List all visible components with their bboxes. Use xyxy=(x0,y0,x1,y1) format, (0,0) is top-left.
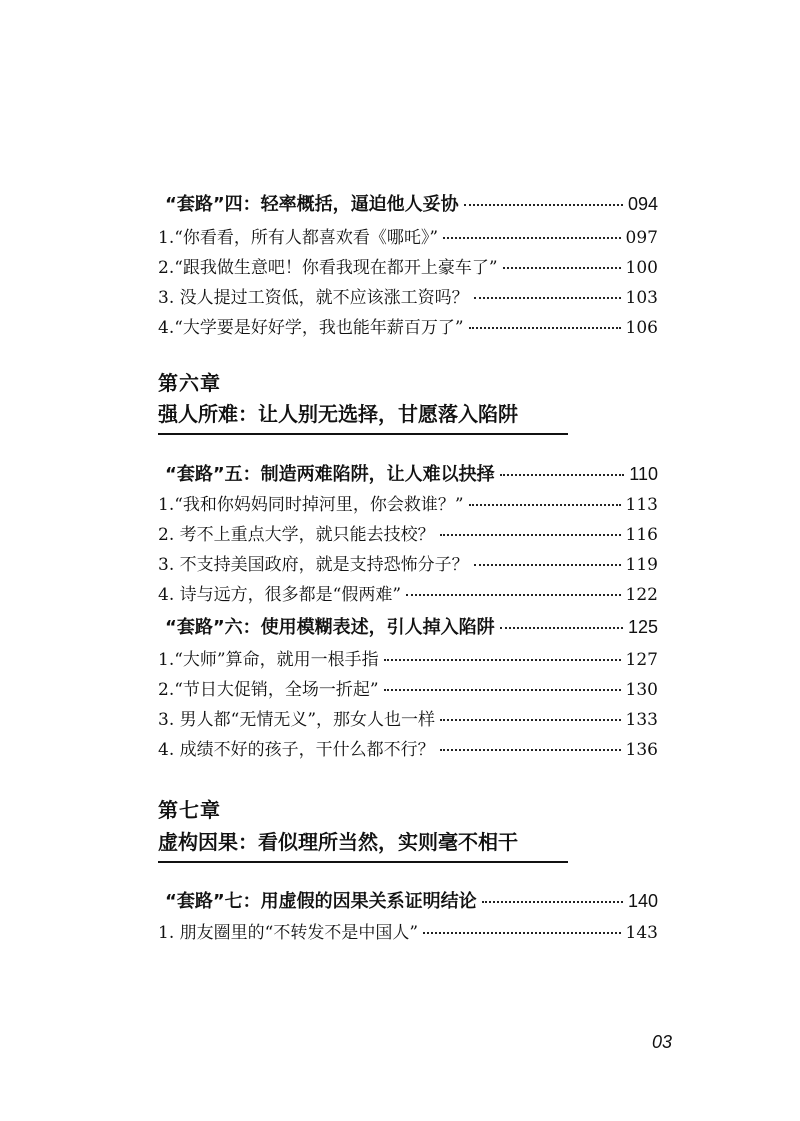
toc-item[interactable] xyxy=(158,675,658,701)
toc-entry-title: 1.“你看看，所有人都喜欢看《哪吒》” xyxy=(158,228,439,248)
toc-item[interactable] xyxy=(158,705,658,731)
toc-entry-title: 3. 不支持美国政府，就是支持恐怖分子？ xyxy=(158,555,469,575)
toc-page-ref: 106 xyxy=(625,318,658,338)
toc-item[interactable] xyxy=(158,283,658,309)
toc-page-ref: 110 xyxy=(629,464,658,484)
toc-page-ref: 116 xyxy=(625,525,658,545)
toc-item[interactable] xyxy=(158,490,658,516)
page-number: 03 xyxy=(651,1032,672,1052)
toc-item[interactable] xyxy=(158,550,658,576)
toc-item[interactable] xyxy=(158,735,658,761)
toc-leader-dots xyxy=(500,626,623,629)
toc-entry-title: 1.“大师”算命，就用一根手指 xyxy=(158,650,379,670)
toc-entry-title: “套路”四：轻率概括，逼迫他人妥协 xyxy=(165,194,459,215)
toc-page-ref: 094 xyxy=(627,194,658,214)
chapter-label: 第七章 xyxy=(158,798,221,822)
toc-entry-title: 3. 没人提过工资低，就不应该涨工资吗？ xyxy=(158,288,469,308)
toc-leader-dots xyxy=(474,563,621,566)
toc-leader-dots xyxy=(500,473,625,476)
toc-section-heading[interactable] xyxy=(165,887,658,915)
toc-leader-dots xyxy=(384,688,621,691)
toc-leader-dots xyxy=(464,203,623,206)
toc-entry-title: 4.“大学要是好好学，我也能年薪百万了” xyxy=(158,318,464,338)
toc-leader-dots xyxy=(474,296,621,299)
toc-leader-dots xyxy=(469,503,621,506)
toc-entry-title: “套路”七：用虚假的因果关系证明结论 xyxy=(165,891,477,912)
toc-leader-dots xyxy=(469,326,621,329)
toc-entry-title: 1. 朋友圈里的“不转发不是中国人” xyxy=(158,923,419,943)
toc-page-ref: 113 xyxy=(625,495,658,515)
toc-entry-title: 2.“节日大促销，全场一折起” xyxy=(158,680,379,700)
toc-section-heading[interactable] xyxy=(165,613,658,641)
toc-leader-dots xyxy=(406,593,621,596)
toc-entry-title: 4. 成绩不好的孩子，干什么都不行？ xyxy=(158,740,435,760)
toc-leader-dots xyxy=(384,658,621,661)
toc-item[interactable] xyxy=(158,253,658,279)
toc-page-ref: 143 xyxy=(625,923,658,943)
toc-item[interactable] xyxy=(158,313,658,339)
toc-entry-title: “套路”六：使用模糊表述，引人掉入陷阱 xyxy=(165,617,495,638)
toc-entry-title: 1.“我和你妈妈同时掉河里，你会救谁？” xyxy=(158,495,464,515)
toc-leader-dots xyxy=(503,266,621,269)
toc-item[interactable] xyxy=(158,520,658,546)
toc-entry-title: 2.“跟我做生意吧！你看我现在都开上豪车了” xyxy=(158,258,498,278)
toc-entry-title: 3. 男人都“无情无义”，那女人也一样 xyxy=(158,710,436,730)
toc-leader-dots xyxy=(482,900,623,903)
toc-page-ref: 122 xyxy=(625,585,658,605)
toc-leader-dots xyxy=(440,718,621,721)
toc-page-ref: 127 xyxy=(625,650,658,670)
toc-item[interactable] xyxy=(158,918,658,944)
chapter-title: 强人所难：让人别无选择，甘愿落入陷阱 xyxy=(158,398,568,435)
toc-entry-title: 4. 诗与远方，很多都是“假两难” xyxy=(158,585,402,605)
toc-section-heading[interactable] xyxy=(165,190,658,218)
toc-leader-dots xyxy=(423,931,621,934)
toc-page-ref: 119 xyxy=(625,555,658,575)
toc-page-ref: 140 xyxy=(627,891,658,911)
toc-leader-dots xyxy=(440,533,621,536)
toc-page-ref: 125 xyxy=(627,617,658,637)
toc-item[interactable] xyxy=(158,645,658,671)
toc-page-ref: 100 xyxy=(625,258,658,278)
toc-page-ref: 130 xyxy=(625,680,658,700)
toc-page-ref: 133 xyxy=(625,710,658,730)
toc-page-ref: 097 xyxy=(625,228,658,248)
chapter-title: 虚构因果：看似理所当然，实则毫不相干 xyxy=(158,826,568,863)
toc-item[interactable] xyxy=(158,580,658,606)
toc-leader-dots xyxy=(440,748,621,751)
chapter-label: 第六章 xyxy=(158,371,221,395)
toc-entry-title: “套路”五：制造两难陷阱，让人难以抉择 xyxy=(165,464,495,485)
toc-page-ref: 136 xyxy=(625,740,658,760)
toc-page-ref: 103 xyxy=(625,288,658,308)
toc-entry-title: 2. 考不上重点大学，就只能去技校？ xyxy=(158,525,435,545)
toc-item[interactable] xyxy=(158,223,658,249)
toc-section-heading[interactable] xyxy=(165,460,658,488)
toc-leader-dots xyxy=(443,236,620,239)
